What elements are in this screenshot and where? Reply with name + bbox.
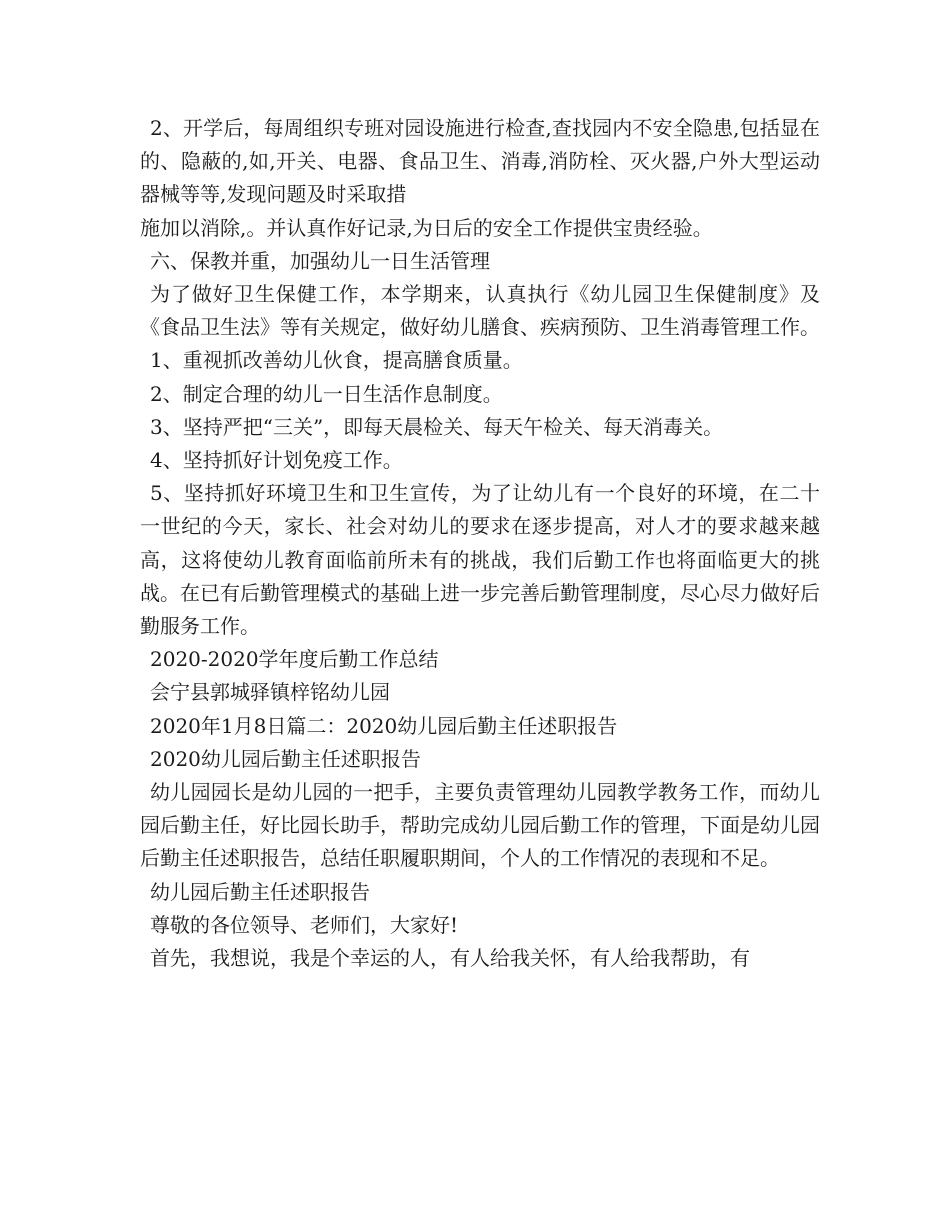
report-subtitle: 幼儿园后勤主任述职报告 xyxy=(150,879,370,904)
list-item-three-checks: 3、坚持严把“三关”，即每天晨检关、每天午检关、每天消毒关。 xyxy=(150,414,724,439)
section-heading-care-education: 六、保教并重，加强幼儿一日生活管理 xyxy=(150,248,490,273)
paragraph-health-care: 为了做好卫生保健工作，本学期来，认真执行《幼儿园卫生保健制度》及《食品卫生法》等有关规定，做好幼儿膳食、疾病预防、卫生消毒管理工作。 xyxy=(140,282,820,340)
document-body xyxy=(140,112,820,975)
list-item-environment: 5、坚持抓好环境卫生和卫生宣传，为了让幼儿有一个良好的环境，在二十一世纪的今天，家长、社会对幼儿的要求在逐步提高，对人才的要求越来越高，这将使幼儿教育面临前所未有的挑战，我们后勤工作也将面临更大的挑战。在已有后勤管理模式的基础上进一步完善后勤管理制度，尽心尽力做好后勤服务工作。 xyxy=(140,481,820,639)
list-item-meals: 1、重视抓改善幼儿伙食，提高膳食质量。 xyxy=(150,348,523,373)
summary-title: 2020-2020学年度后勤工作总结 xyxy=(150,647,439,672)
date-line: 2020年1月8日篇二：2020幼儿园后勤主任述职报告 xyxy=(150,713,618,738)
paragraph-report-intro: 幼儿园园长是幼儿园的一把手，主要负责管理幼儿园教学教务工作，而幼儿园后勤主任，好比园长助手，帮助完成幼儿园后勤工作的管理，下面是幼儿园后勤主任述职报告，总结任职履职期间，个人的工作情况的表现和不足。 xyxy=(140,780,820,871)
school-name: 会宁县郭城驿镇梓铭幼儿园 xyxy=(150,680,390,705)
greeting: 尊敬的各位领导、老师们，大家好! xyxy=(150,912,459,937)
report-title: 2020幼儿园后勤主任述职报告 xyxy=(150,746,421,771)
list-item-schedule: 2、制定合理的幼儿一日生活作息制度。 xyxy=(150,381,503,406)
paragraph-safety-inspection: 2、开学后，每周组织专班对园设施进行检查,查找园内不安全隐患,包括显在的、隐蔽的,如,开关、电器、食品卫生、消毒,消防栓、灭火器,户外大型运动器械等等,发现问题及时采取措 xyxy=(140,116,820,207)
paragraph-safety-record: 施加以消除,。并认真作好记录,为日后的安全工作提供宝贵经验。 xyxy=(140,215,713,240)
list-item-immunization: 4、坚持抓好计划免疫工作。 xyxy=(150,448,403,473)
paragraph-opening: 首先，我想说，我是个幸运的人，有人给我关怀，有人给我帮助，有 xyxy=(150,946,750,971)
